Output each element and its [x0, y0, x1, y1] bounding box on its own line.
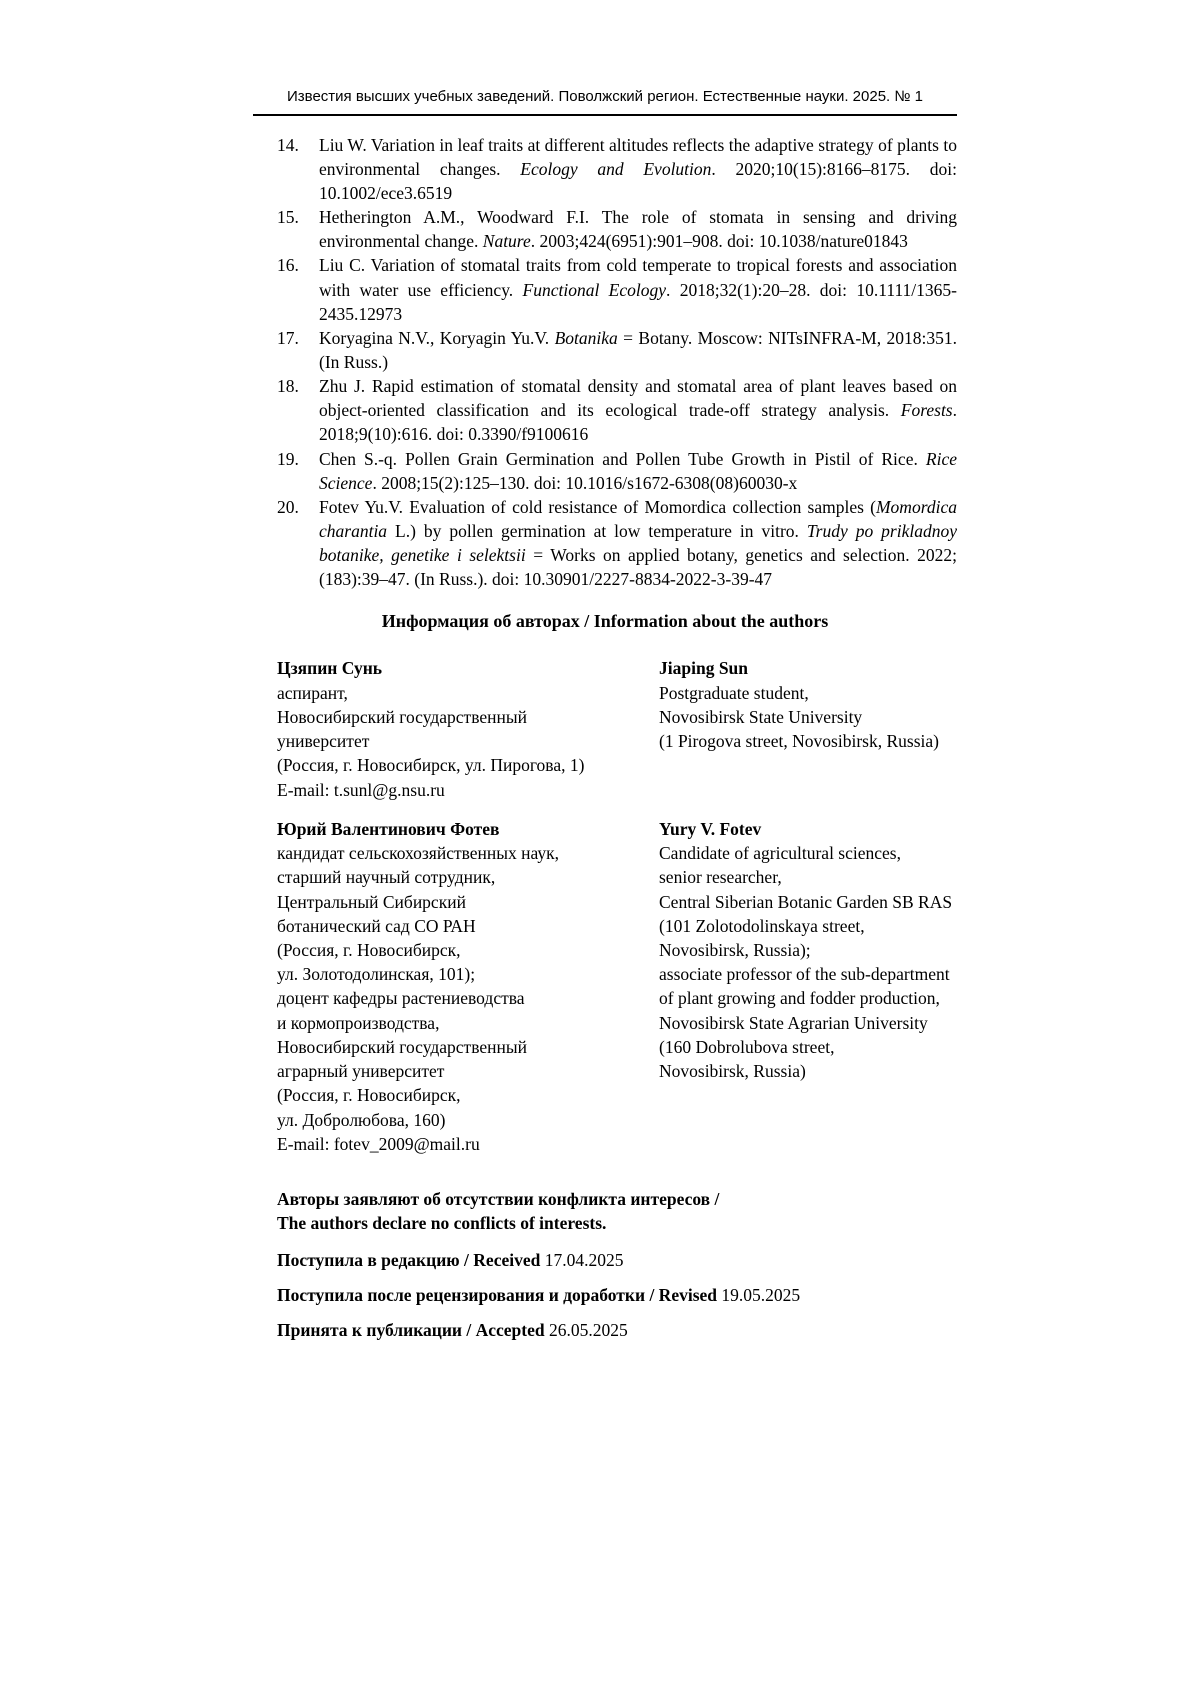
author-info-line: аграрный университет — [277, 1061, 445, 1082]
date-value: 17.04.2025 — [544, 1249, 624, 1270]
reference-text: Fotev Yu.V. Evaluation of cold resistance of Momordica collection samples (Momordica charantia L.) by pollen germination at low temperature in vitro. Trudy po prikladnoy botanike, genetike i selektsii = Works on applied botany, genetics and selection. 2022;(183):39–47. (In Russ.). doi: 10.30901/2227-8834-2022-3-39-47 — [319, 496, 957, 590]
author-info-line: доцент кафедры растениеводства — [277, 988, 525, 1009]
author-info-line: Postgraduate student, — [659, 682, 809, 703]
author-info-line: Novosibirsk State University — [659, 706, 863, 727]
date-line — [277, 1318, 957, 1342]
conflict-statement — [277, 1187, 957, 1235]
reference-text: Liu W. Variation in leaf traits at different altitudes reflects the adaptive strategy of plants to environmental changes. Ecology and Evolution. 2020;10(15):8166–8175. doi: 10.1002/ece3.6519 — [319, 134, 957, 204]
author-info-line: associate professor of the sub-department — [659, 964, 950, 985]
author-info-line: ботанический сад СО РАН — [277, 915, 476, 936]
reference-number: 15. — [277, 207, 299, 228]
author-info-line: (160 Dobrolubova street, — [659, 1036, 835, 1057]
author-info-line: E-mail: t.sunl@g.nsu.ru — [277, 779, 445, 800]
author-info-line: E-mail: fotev_2009@mail.ru — [277, 1133, 480, 1154]
reference-text: Liu C. Variation of stomatal traits from cold temperate to tropical forests and association with water use efficiency. Functional Ecology. 2018;32(1):20–28. doi: 10.1111/1365-2435.12973 — [319, 255, 957, 324]
reference-number: 19. — [277, 448, 299, 469]
reference-number: 16. — [277, 255, 299, 276]
author-name: Jiaping Sun — [659, 658, 749, 679]
author-info-line: (101 Zolotodolinskaya street, — [659, 915, 865, 936]
reference-item — [277, 326, 957, 374]
conflict-line-en: The authors declare no conflicts of interests. — [277, 1213, 607, 1234]
author-column-en — [659, 817, 957, 1156]
running-head: Известия высших учебных заведений. Поволжский регион. Естественные науки. 2025. № 1 — [253, 88, 957, 116]
author-info-line: Central Siberian Botanic Garden SB RAS — [659, 891, 953, 912]
date-label: Поступила после рецензирования и доработки / Revised — [277, 1284, 722, 1305]
reference-text: Chen S.-q. Pollen Grain Germination and Pollen Tube Growth in Pistil of Rice. Rice Science. 2008;15(2):125–130. doi: 10.1016/s1672-6308(08)60030-x — [319, 448, 957, 493]
reference-text: Koryagina N.V., Koryagin Yu.V. Botanika = Botany. Moscow: NITsINFRA-M, 2018:351. (In Russ.) — [319, 327, 957, 373]
author-column-ru — [277, 817, 657, 1156]
author-info-line: senior researcher, — [659, 867, 782, 888]
author-block — [277, 656, 957, 801]
references-list — [277, 133, 957, 592]
reference-number: 20. — [277, 496, 299, 517]
author-info-line: старший научный сотрудник, — [277, 867, 496, 888]
author-info-line: Новосибирский государственный — [277, 706, 527, 727]
author-info-line: (Россия, г. Новосибирск, — [277, 1085, 461, 1106]
author-info-line: ул. Добролюбова, 160) — [277, 1109, 446, 1130]
reference-number: 18. — [277, 376, 299, 397]
author-name: Юрий Валентинович Фотев — [277, 818, 500, 839]
author-info-line: (1 Pirogova street, Novosibirsk, Russia) — [659, 731, 939, 752]
date-line — [277, 1283, 957, 1307]
reference-item — [277, 253, 957, 325]
authors-blocks — [277, 656, 957, 1156]
reference-item — [277, 374, 957, 446]
reference-item — [277, 495, 957, 592]
reference-item — [277, 205, 957, 253]
authors-section-heading: Информация об авторах / Information about the authors — [381, 611, 829, 632]
author-info-line: Центральный Сибирский — [277, 891, 466, 912]
author-info-line: (Россия, г. Новосибирск, — [277, 940, 461, 960]
date-line — [277, 1248, 957, 1272]
author-info-line: (Россия, г. Новосибирск, ул. Пирогова, 1) — [277, 755, 585, 776]
author-info-line: Candidate of agricultural sciences, — [659, 843, 901, 864]
reference-item — [277, 447, 957, 495]
date-value: 19.05.2025 — [721, 1284, 801, 1305]
date-label: Принята к публикации / Accepted — [277, 1320, 549, 1341]
author-block — [277, 817, 957, 1156]
date-value: 26.05.2025 — [549, 1320, 628, 1341]
date-label: Поступила в редакцию / Received — [277, 1249, 545, 1270]
author-info-line: Novosibirsk State Agrarian University — [659, 1012, 928, 1033]
author-info-line: of plant growing and fodder production, — [659, 988, 940, 1009]
author-info-line: Novosibirsk, Russia) — [659, 1061, 806, 1082]
author-name: Цзяпин Сунь — [277, 658, 383, 679]
author-info-line: Новосибирский государственный — [277, 1036, 527, 1057]
author-info-line: кандидат сельскохозяйственных наук, — [277, 843, 560, 864]
reference-text: Zhu J. Rapid estimation of stomatal density and stomatal area of plant leaves based on object-oriented classification and its ecological trade-off strategy analysis. Forests. 2018;9(10):616. doi: 0.3390/f9100616 — [319, 376, 957, 445]
reference-number: 14. — [277, 134, 299, 155]
author-info-line: университет — [277, 731, 370, 752]
author-info-line: и кормопроизводства, — [277, 1012, 440, 1033]
conflict-line-ru: Авторы заявляют об отсутствии конфликта интересов / — [277, 1189, 720, 1210]
author-info-line: ул. Золотодолинская, 101); — [277, 964, 476, 985]
author-column-ru — [277, 656, 657, 801]
submission-dates — [277, 1248, 957, 1343]
author-info-line: аспирант, — [277, 682, 348, 703]
reference-text: Hetherington A.M., Woodward F.I. The role of stomata in sensing and driving environmental change. Nature. 2003;424(6951):901–908. doi: 10.1038/nature01843 — [319, 207, 957, 252]
author-column-en — [659, 656, 957, 801]
author-info-line: Novosibirsk, Russia); — [659, 940, 811, 960]
reference-item — [277, 133, 957, 205]
author-name: Yury V. Fotev — [659, 818, 762, 839]
reference-number: 17. — [277, 327, 299, 348]
